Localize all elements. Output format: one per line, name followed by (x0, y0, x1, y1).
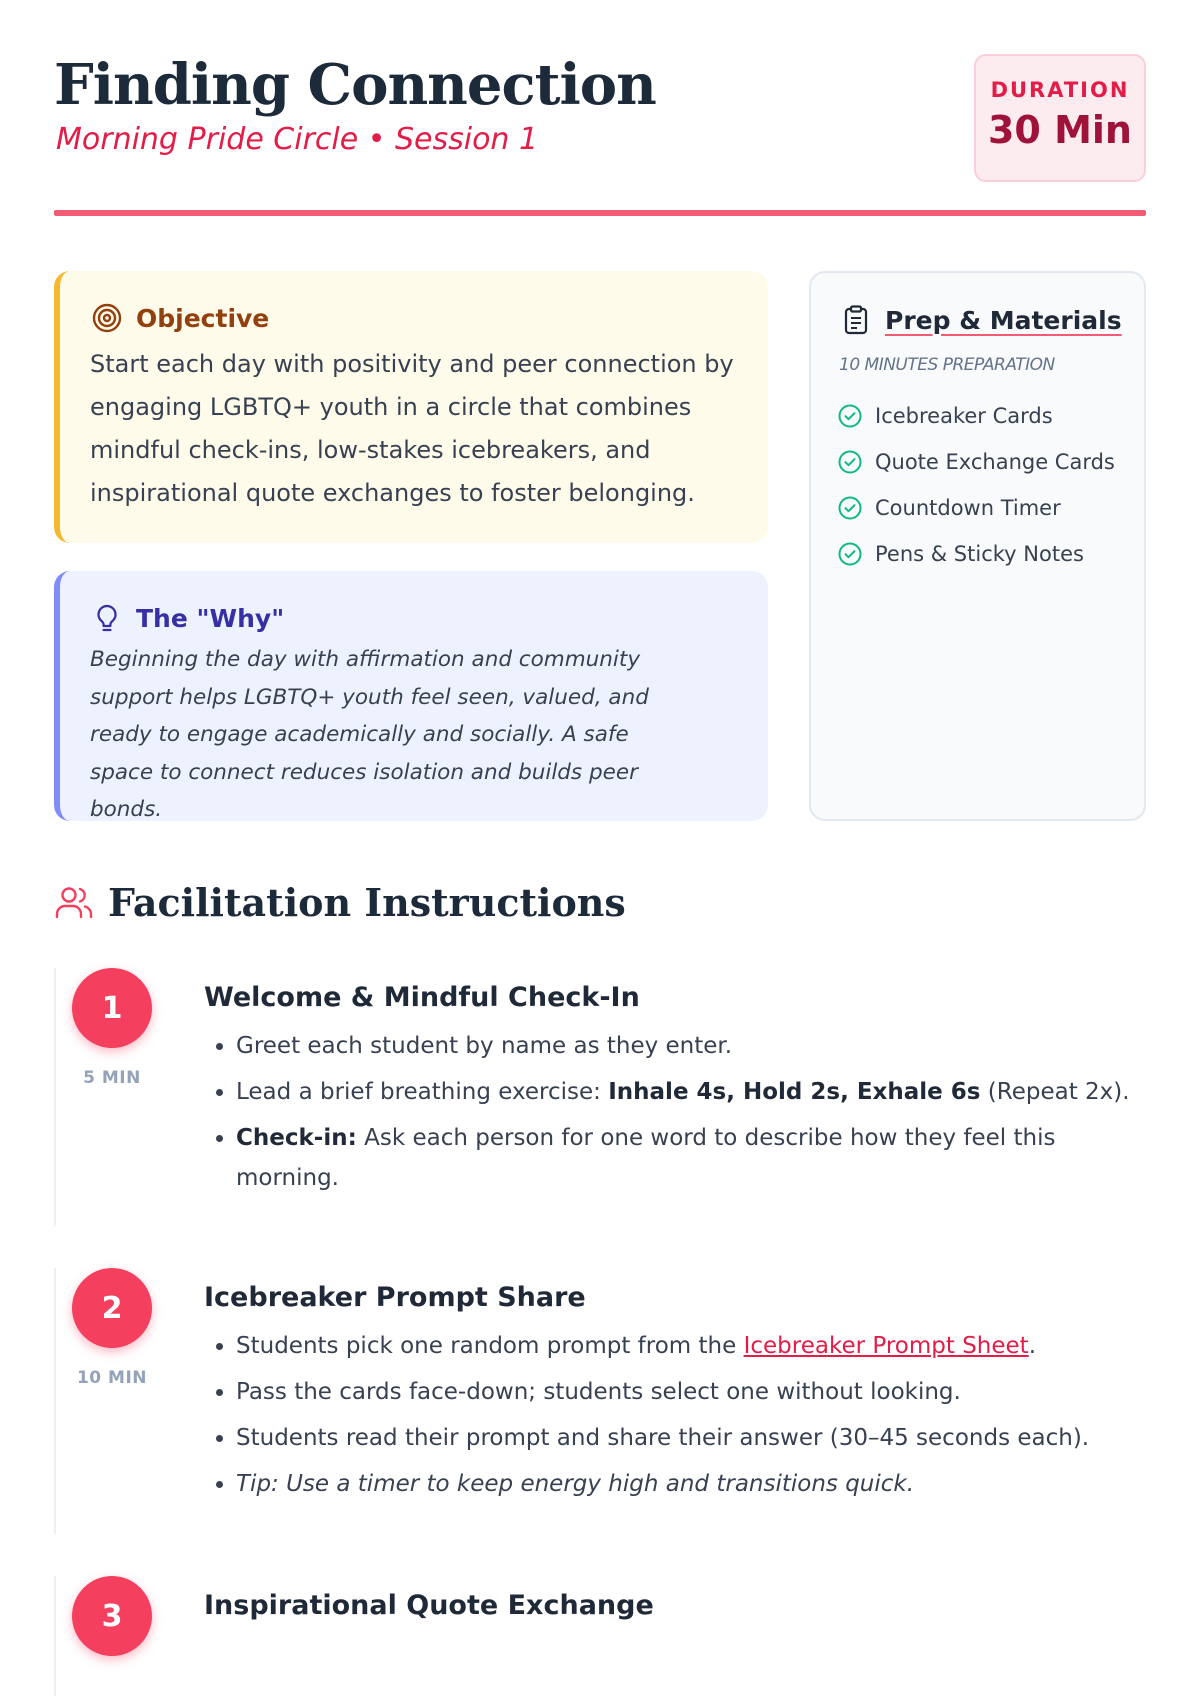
check-circle-icon (837, 449, 863, 475)
list-item (236, 1326, 1146, 1366)
check-circle-icon (837, 495, 863, 521)
why-heading-label: The "Why" (136, 603, 285, 633)
icebreaker-prompt-sheet-link[interactable]: Icebreaker Prompt Sheet (743, 1333, 1029, 1359)
bullet-text: Students pick one random prompt from the (236, 1333, 744, 1359)
step-bullets (236, 1326, 1146, 1510)
material-label: Icebreaker Cards (875, 404, 1053, 428)
step-title: Inspirational Quote Exchange (204, 1590, 654, 1621)
users-icon (54, 883, 94, 923)
list-item (236, 1118, 1146, 1198)
material-label: Quote Exchange Cards (875, 450, 1115, 474)
step-title: Welcome & Mindful Check-In (204, 982, 640, 1013)
header-divider (54, 210, 1146, 216)
why-text: Beginning the day with affirmation and community support helps LGBTQ+ youth feel seen, valued, and ready to engage academically and socially. A safe space to connect reduces isolation and builds peer bonds. (90, 647, 649, 822)
step-number: 3 (72, 1576, 152, 1656)
check-circle-icon (837, 541, 863, 567)
duration-badge (974, 54, 1146, 182)
objective-heading-label: Objective (136, 303, 270, 333)
material-item (837, 531, 1115, 577)
clipboard-icon (839, 303, 873, 337)
material-item (837, 485, 1115, 531)
prep-subheading: 10 MINUTES PREPARATION (839, 355, 1055, 375)
list-item: • Tip: Use a timer to keep energy high and transitions quick. (236, 1464, 1146, 1504)
prep-card (809, 271, 1146, 821)
duration-label: DURATION (990, 78, 1130, 102)
check-circle-icon (837, 403, 863, 429)
prep-heading (839, 303, 1122, 337)
step-2 (54, 1268, 1148, 1534)
why-heading (90, 601, 284, 635)
materials-list (837, 393, 1115, 577)
bullet-text: Ask each person for one word to describe how they feel this morning. (236, 1125, 1056, 1191)
list-item: • Students read their prompt and share their answer (30–45 seconds each). (236, 1418, 1146, 1458)
page-subtitle: Morning Pride Circle • Session 1 (56, 122, 539, 157)
prep-heading-label: Prep & Materials (885, 305, 1122, 335)
step-time: 5 MIN (83, 1068, 141, 1088)
objective-card (54, 271, 768, 543)
bullet-emphasis: Check-in: (236, 1125, 357, 1151)
duration-value: 30 Min (987, 108, 1132, 152)
step-bullets (236, 1026, 1146, 1204)
objective-text: Start each day with positivity and peer connection by engaging LGBTQ+ youth in a circle that combines mindful check-ins, low-stakes icebreakers, and inspirational quote exchanges to foster belonging. (90, 350, 734, 507)
list-item: • Pass the cards face-down; students select one without looking. (236, 1372, 1146, 1412)
facilitation-heading (54, 880, 626, 925)
material-label: Pens & Sticky Notes (875, 542, 1084, 566)
bullet-emphasis: Inhale 4s, Hold 2s, Exhale 6s (608, 1079, 981, 1105)
header (54, 0, 1146, 218)
material-item (837, 439, 1115, 485)
step-1 (54, 968, 1148, 1226)
target-icon (90, 301, 124, 335)
facilitation-title: Facilitation Instructions (108, 880, 626, 925)
list-item (236, 1072, 1146, 1112)
bullet-text: Lead a brief breathing exercise: (236, 1079, 609, 1105)
step-3 (54, 1576, 1148, 1696)
step-number: 1 (72, 968, 152, 1048)
page-title: Finding Connection (54, 52, 656, 118)
bullet-text: (Repeat 2x). (980, 1079, 1130, 1105)
step-number: 2 (72, 1268, 152, 1348)
why-card (54, 571, 768, 821)
lesson-page (54, 0, 1146, 1634)
list-item: • Greet each student by name as they enter. (236, 1026, 1146, 1066)
step-title: Icebreaker Prompt Share (204, 1282, 586, 1313)
objective-heading (90, 301, 269, 335)
material-label: Countdown Timer (875, 496, 1061, 520)
material-item (837, 393, 1115, 439)
bullet-text: . (1028, 1333, 1036, 1359)
step-time: 10 MIN (76, 1368, 148, 1388)
lightbulb-icon (90, 601, 124, 635)
